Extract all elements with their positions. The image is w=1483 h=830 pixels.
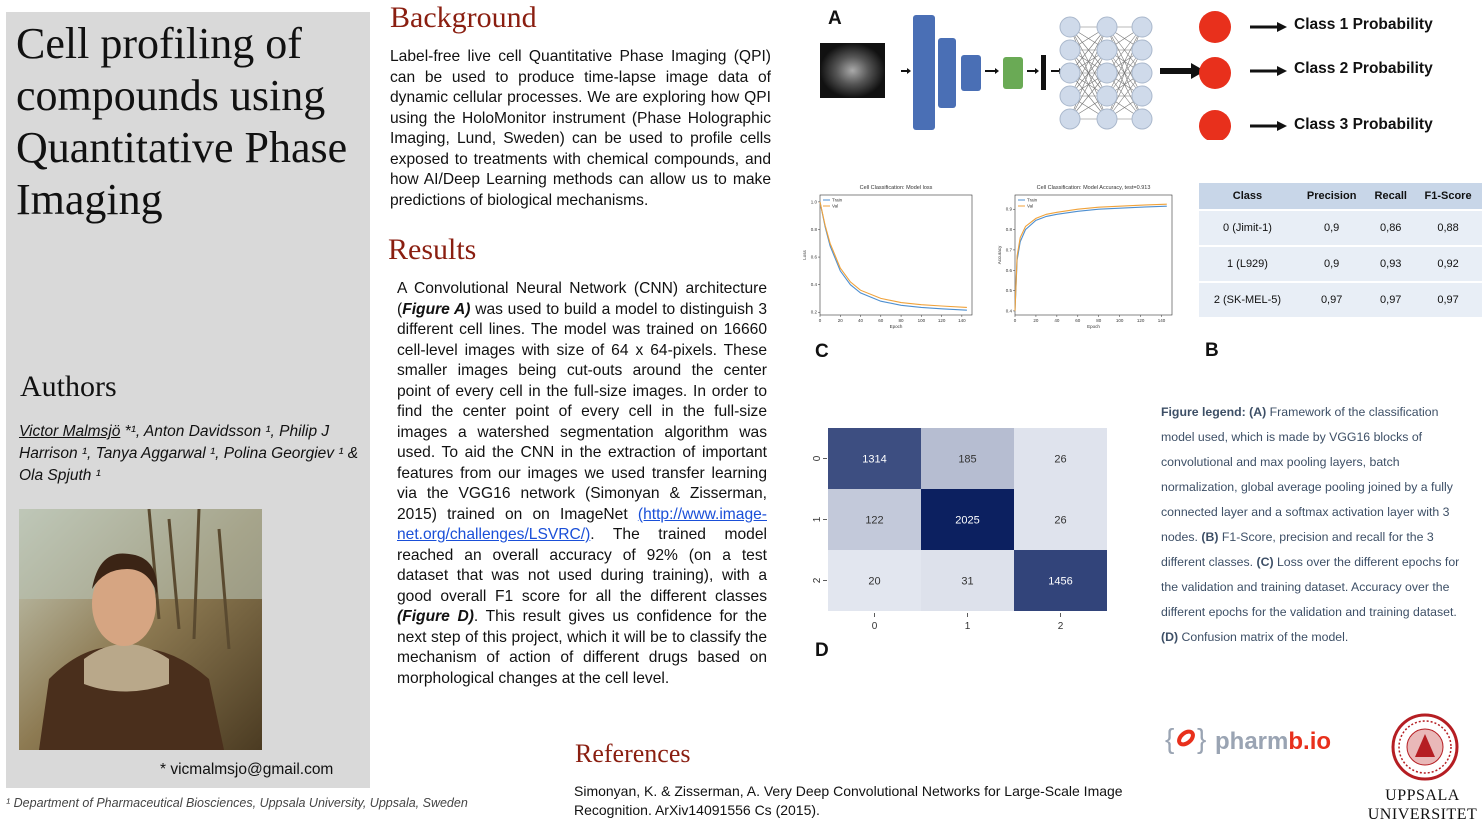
table-cell: 0,9: [1296, 246, 1367, 282]
y-axis-label: Loss: [802, 250, 807, 260]
presenting-author: Victor Malmsjö: [19, 423, 121, 440]
references-text: Simonyan, K. & Zisserman, A. Very Deep Convolutional Networks for Large-Scale Image Recognition. ArXiv14091556 Cs (2015).: [574, 783, 1123, 818]
network-node: [1097, 63, 1117, 83]
legend-d-text: Confusion matrix of the model.: [1178, 630, 1349, 644]
x-tick-label: 140: [958, 318, 966, 323]
author-photo: [19, 509, 262, 750]
table-cell: 1 (L929): [1199, 246, 1296, 282]
pooling-block: [1003, 57, 1023, 89]
figure-b-label: B: [1205, 340, 1219, 361]
table-row: [1199, 282, 1482, 317]
column-header: Recall: [1367, 183, 1414, 210]
plot-title: Cell Classification: Model Accuracy, test=0.913: [1036, 185, 1151, 191]
uppsala-university-wordmark: [1360, 786, 1483, 824]
poster-title: Cell profiling of compounds using Quantitative Phase Imaging: [16, 19, 348, 224]
table-cell: 0,97: [1296, 282, 1367, 317]
references-heading: References: [575, 739, 691, 768]
uppsala-seal-icon: [1380, 712, 1470, 782]
x-tick-label: 100: [1115, 318, 1124, 323]
legend-entry: Val: [1027, 203, 1034, 209]
background-text: Label-free live cell Quantitative Phase Imaging (QPI) can be used to produce time-lapse image data of dynamic cellular processes. We are exploring how QPI using the HoloMonitor instrument (Phase Holographic Imaging, Lund, Sweden) can be used to profile cells exposed to treatments with chemical compounds, and how AI/Deep Learning methods can allow us to make predictions of biological mechanisms.: [390, 48, 771, 209]
x-tick-label: 100: [917, 318, 926, 323]
plot-frame: [820, 195, 972, 315]
x-tick-label: 60: [1075, 318, 1081, 323]
class-3-probability: Class 3 Probability: [1294, 116, 1433, 133]
legend-entry: Train: [1027, 197, 1038, 203]
imagenet-link[interactable]: (http://www.image-net.org/challenges/LSVRC/): [397, 505, 767, 543]
heatmap-value: 26: [1054, 453, 1067, 466]
output-node-2: [1199, 57, 1231, 89]
table-row: [1199, 210, 1482, 246]
network-node: [1060, 63, 1080, 83]
x-tick-label: 40: [1054, 318, 1060, 323]
network-node: [1060, 86, 1080, 106]
figure-d-confusion-matrix: [810, 420, 1120, 630]
network-node: [1132, 86, 1152, 106]
affiliation: ¹ Department of Pharmaceutical Biosciences, Uppsala University, Uppsala, Sweden: [6, 796, 468, 810]
column-header: F1-Score: [1414, 183, 1482, 210]
y-tick-label: 0: [812, 455, 823, 462]
network-node: [1060, 109, 1080, 129]
column-header: Precision: [1296, 183, 1367, 210]
plot-frame: [1015, 195, 1172, 315]
figure-d-reference: (Figure D): [397, 608, 474, 625]
x-tick-label: 40: [858, 318, 864, 323]
authors-heading: Authors: [20, 370, 117, 403]
x-tick-label: 120: [1136, 318, 1145, 323]
authors-list: [19, 421, 364, 487]
brace-open-icon: {: [1165, 723, 1175, 754]
legend-a-text: Framework of the classification model used, which is made by VGG16 blocks of convolutional and max pooling layers, batch normalization, global average pooling joined by a fully connected layer and a softmax activation layer with 3 nodes.: [1161, 405, 1453, 544]
network-node: [1060, 40, 1080, 60]
x-tick-label: 1: [964, 621, 971, 630]
results-heading: Results: [388, 233, 477, 266]
results-text-4: . This result gives us confidence for the next step of this project, which it will be to classify the mechanism of action of different drugs based on morphological changes at the cell level.: [397, 608, 767, 687]
heatmap-value: 1314: [862, 453, 887, 466]
figure-legend: [1161, 400, 1461, 650]
pharmbio-wordmark: pharmb.io: [1215, 728, 1332, 755]
network-node: [1097, 40, 1117, 60]
pharmbio-logo: [1165, 720, 1335, 758]
network-node: [1132, 40, 1152, 60]
figure-a-reference: Figure A): [402, 300, 471, 318]
y-tick-label: 1: [812, 516, 823, 523]
y-tick-label: 0.7: [1005, 247, 1012, 253]
conv-block-1: [913, 15, 935, 130]
conv-block-2: [938, 38, 956, 108]
figure-a-cnn-diagram: [815, 5, 1295, 140]
figure-c-accuracy-plot: [995, 180, 1180, 340]
figure-c-loss-plot: [800, 180, 980, 340]
legend-entry: Train: [832, 197, 843, 203]
y-tick-label: 0.5: [1005, 288, 1012, 294]
input-cell-image: [820, 43, 885, 98]
results-text-2: was used to build a model to distinguish 3 different cell lines. The model was trained on 16660 cell-level images with size of 64 x 64-pixels. These smaller images being cut-outs around the center point of every cell in the full-size images. In order to find the center point of every cell in the full-size images a watershed segmentation algorithm was used. To aid the CNN in the extraction of important features from our images we used transfer learning via the VGG16 network (Simonyan & Zisserman, 2015) trained on on ImageNet: [397, 300, 768, 523]
results-text-3: . The trained model reached an overall accuracy of 92% (on a test dataset that was not used during training), with a good overall F1 score for all the different classes: [397, 526, 767, 605]
table-cell: 0,9: [1296, 210, 1367, 246]
network-node: [1097, 109, 1117, 129]
y-tick-label: 2: [812, 577, 823, 584]
legend-b-text: F1-Score, precision and recall for the 3 different classes.: [1161, 530, 1434, 569]
x-tick-label: 80: [1096, 318, 1102, 323]
network-node: [1097, 17, 1117, 37]
x-axis-label: Epoch: [889, 324, 903, 329]
network-node: [1097, 86, 1117, 106]
x-axis-label: Epoch: [1087, 324, 1100, 329]
column-header: Class: [1199, 183, 1296, 210]
class-1-probability: Class 1 Probability: [1294, 16, 1433, 33]
network-node: [1132, 109, 1152, 129]
heatmap-value: 20: [868, 575, 881, 588]
x-tick-label: 0: [871, 621, 878, 630]
x-tick-label: 80: [898, 318, 904, 323]
uppsala-line-1: UPPSALA: [1385, 787, 1460, 804]
figure-c-label: C: [815, 341, 829, 362]
heatmap-value: 31: [961, 575, 974, 588]
legend-c-label: (C): [1256, 555, 1274, 569]
x-tick-label: 120: [937, 318, 946, 323]
legend-title: Figure legend:: [1161, 405, 1246, 419]
x-tick-label: 0: [818, 318, 822, 323]
x-tick-label: 2: [1057, 621, 1064, 630]
y-tick-label: 0.8: [1005, 227, 1012, 233]
table-cell: 0,97: [1367, 282, 1414, 317]
table-cell: 0,86: [1367, 210, 1414, 246]
y-tick-label: 0.6: [1005, 267, 1012, 273]
table-cell: 0,88: [1414, 210, 1482, 246]
network-node: [1132, 17, 1152, 37]
results-text: [397, 279, 767, 689]
y-tick-label: 1.0: [810, 199, 817, 205]
output-node-3: [1199, 110, 1231, 140]
y-tick-label: 0.4: [810, 282, 817, 288]
y-tick-label: 0.9: [1005, 206, 1012, 212]
contact-email: * vicmalmsjo@gmail.com: [160, 761, 334, 778]
legend-a-label: (A): [1249, 405, 1267, 419]
x-tick-label: 0: [1013, 318, 1017, 323]
heatmap-value: 122: [865, 514, 884, 527]
table-cell: 0,92: [1414, 246, 1482, 282]
heatmap-value: 185: [958, 453, 977, 466]
fully-connected-network: [1060, 17, 1152, 129]
legend-d-label: (D): [1161, 630, 1179, 644]
class-2-probability: Class 2 Probability: [1294, 60, 1433, 77]
legend-c-text: Loss over the different epochs for the validation and training dataset. Accuracy over the different epochs for the validation and training dataset.: [1161, 555, 1460, 619]
legend-b-label: (B): [1201, 530, 1219, 544]
output-node-1: [1199, 11, 1231, 43]
y-tick-label: 0.8: [810, 226, 817, 232]
figure-b-metrics-table: [1199, 183, 1482, 317]
y-tick-label: 0.6: [810, 254, 817, 260]
network-node: [1132, 63, 1152, 83]
legend-entry: Val: [832, 203, 839, 209]
heatmap-value: 26: [1054, 514, 1067, 527]
dense-layer: [1041, 55, 1046, 90]
table-row: [1199, 246, 1482, 282]
table-header-row: [1199, 183, 1482, 210]
conv-block-3: [961, 55, 981, 91]
background-heading: Background: [390, 1, 537, 34]
uppsala-line-2: UNIVERSITET: [1367, 806, 1478, 823]
heatmap-value: 1456: [1048, 575, 1073, 588]
y-tick-label: 0.4: [1005, 308, 1012, 314]
x-tick-label: 20: [837, 318, 843, 323]
x-tick-label: 60: [878, 318, 884, 323]
x-tick-label: 20: [1033, 318, 1039, 323]
results-text-1: A Convolutional Neural Network (CNN) architecture (: [397, 280, 767, 318]
co-authors: *¹, Anton Davidsson ¹, Philip J Harrison ¹, Tanya Aggarwal ¹, Polina Georgiev ¹ & Ola Spjuth ¹: [19, 423, 359, 484]
figure-a-label: A: [828, 8, 842, 29]
x-tick-label: 140: [1157, 318, 1166, 323]
pill-icon: [1177, 729, 1196, 747]
network-node: [1060, 17, 1080, 37]
brace-close-icon: }: [1197, 723, 1207, 754]
table-cell: 2 (SK-MEL-5): [1199, 282, 1296, 317]
y-axis-label: Accuracy: [997, 245, 1002, 265]
figure-d-label: D: [815, 640, 829, 661]
heatmap-value: 2025: [955, 514, 980, 527]
y-tick-label: 0.2: [810, 309, 817, 315]
table-cell: 0 (Jimit-1): [1199, 210, 1296, 246]
table-cell: 0,93: [1367, 246, 1414, 282]
table-cell: 0,97: [1414, 282, 1482, 317]
plot-title: Cell Classification: Model loss: [859, 185, 933, 191]
